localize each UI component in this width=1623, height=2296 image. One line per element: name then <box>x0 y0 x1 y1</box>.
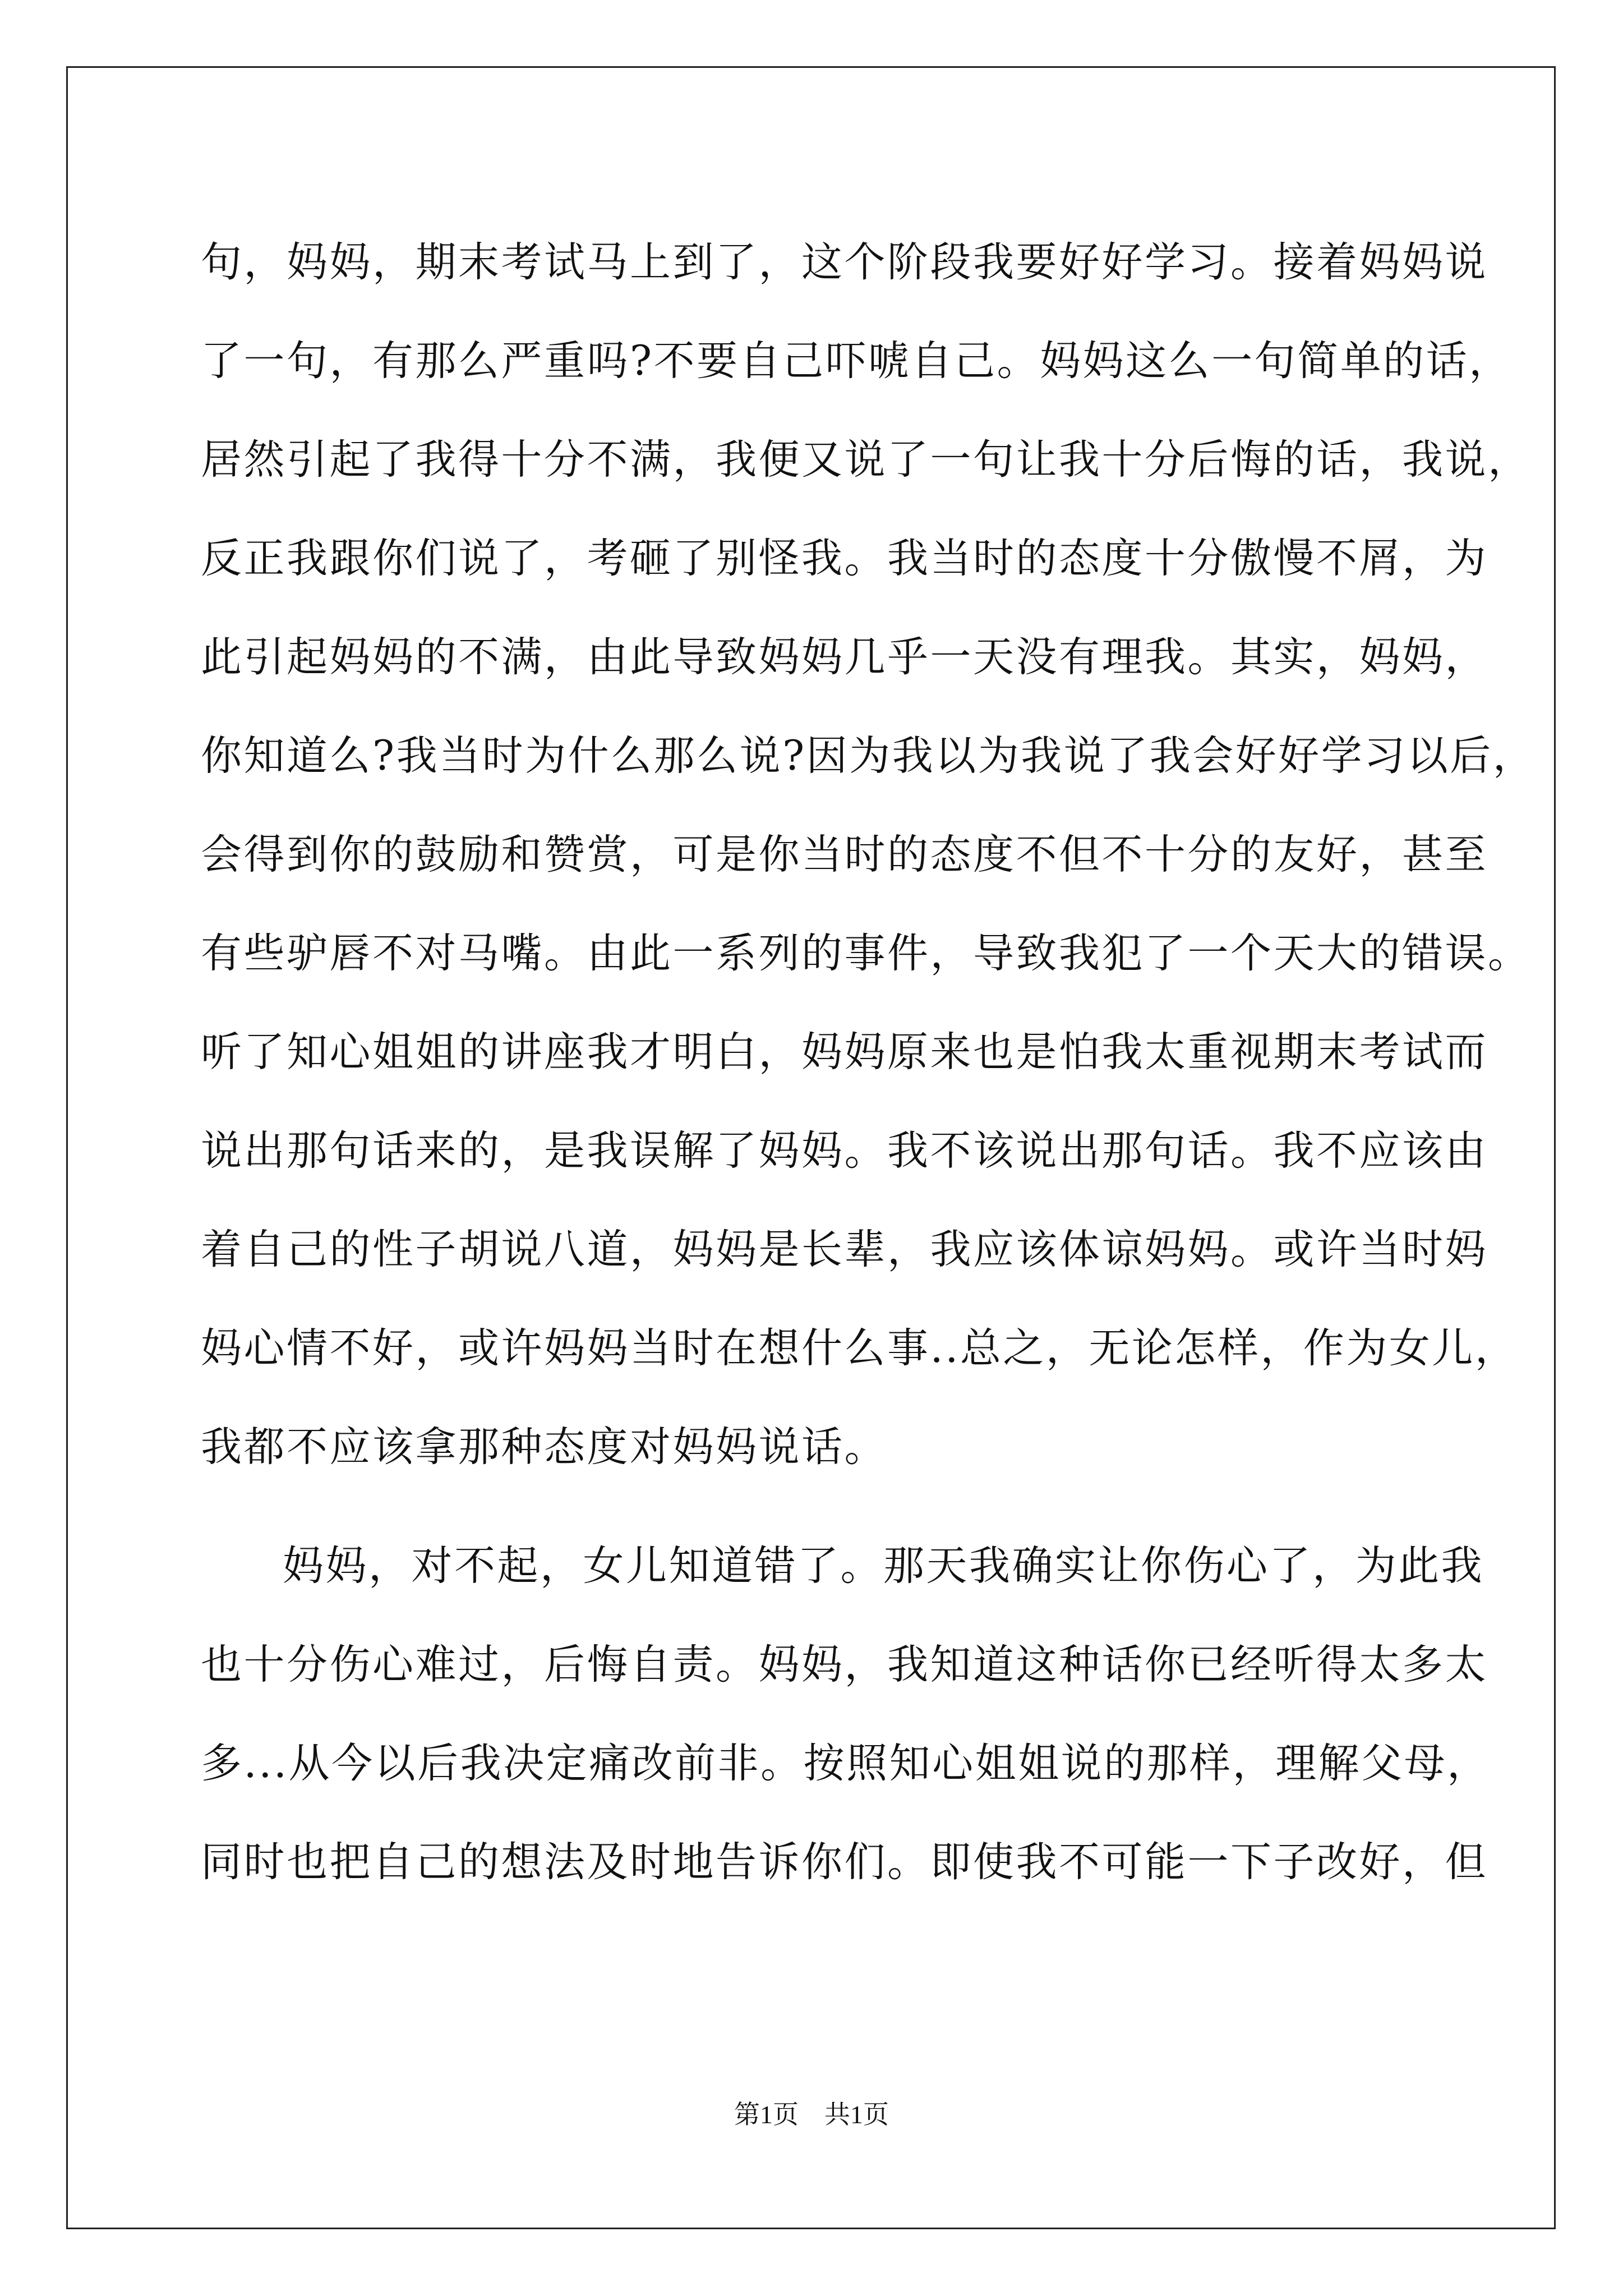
text-line: 会得到你的鼓励和赞赏，可是你当时的态度不但不十分的友好，甚至 <box>201 831 1488 878</box>
text-line: 多...从今以后我决定痛改前非。按照知心姐姐说的那样，理解父母， <box>201 1740 1490 1787</box>
document-body <box>201 213 1536 1912</box>
page-footer: 第1页 共1页 <box>734 2100 889 2129</box>
text-line: 同时也把自己的想法及时地告诉你们。即使我不可能一下子改好，但 <box>201 1838 1488 1886</box>
text-line: 说出那句话来的，是我误解了妈妈。我不该说出那句话。我不应该由 <box>201 1127 1488 1175</box>
text-line: 妈心情不好，或许妈妈当时在想什么事..总之，无论怎样，作为女儿， <box>201 1324 1518 1372</box>
paragraph-gap <box>201 1497 1435 1517</box>
text-line: 也十分伤心难过，后悔自责。妈妈，我知道这种话你已经听得太多太 <box>201 1641 1488 1688</box>
text-line-indented: 妈妈，对不起，女儿知道错了。那天我确实让你伤心了，为此我 <box>283 1542 1484 1590</box>
text-line: 着自己的性子胡说八道，妈妈是长辈，我应该体谅妈妈。或许当时妈 <box>201 1226 1488 1273</box>
text-line: 此引起妈妈的不满，由此导致妈妈几乎一天没有理我。其实，妈妈， <box>201 633 1488 681</box>
text-line: 了一句，有那么严重吗?不要自己吓唬自己。妈妈这么一句简单的话， <box>201 337 1512 385</box>
text-line: 居然引起了我得十分不满，我便又说了一句让我十分后悔的话，我说， <box>201 436 1531 484</box>
text-line: 听了知心姐姐的讲座我才明白，妈妈原来也是怕我太重视期末考试而 <box>201 1028 1488 1076</box>
text-line: 句，妈妈，期末考试马上到了，这个阶段我要好好学习。接着妈妈说 <box>201 238 1488 286</box>
text-line: 有些驴唇不对马嘴。由此一系列的事件，导致我犯了一个天大的错误。 <box>201 930 1531 977</box>
text-line: 反正我跟你们说了，考砸了别怪我。我当时的态度十分傲慢不屑，为 <box>201 535 1488 582</box>
text-line: 你知道么?我当时为什么那么说?因为我以为我说了我会好好学习以后， <box>201 732 1536 780</box>
text-line: 我都不应该拿那种态度对妈妈说话。 <box>201 1423 887 1471</box>
